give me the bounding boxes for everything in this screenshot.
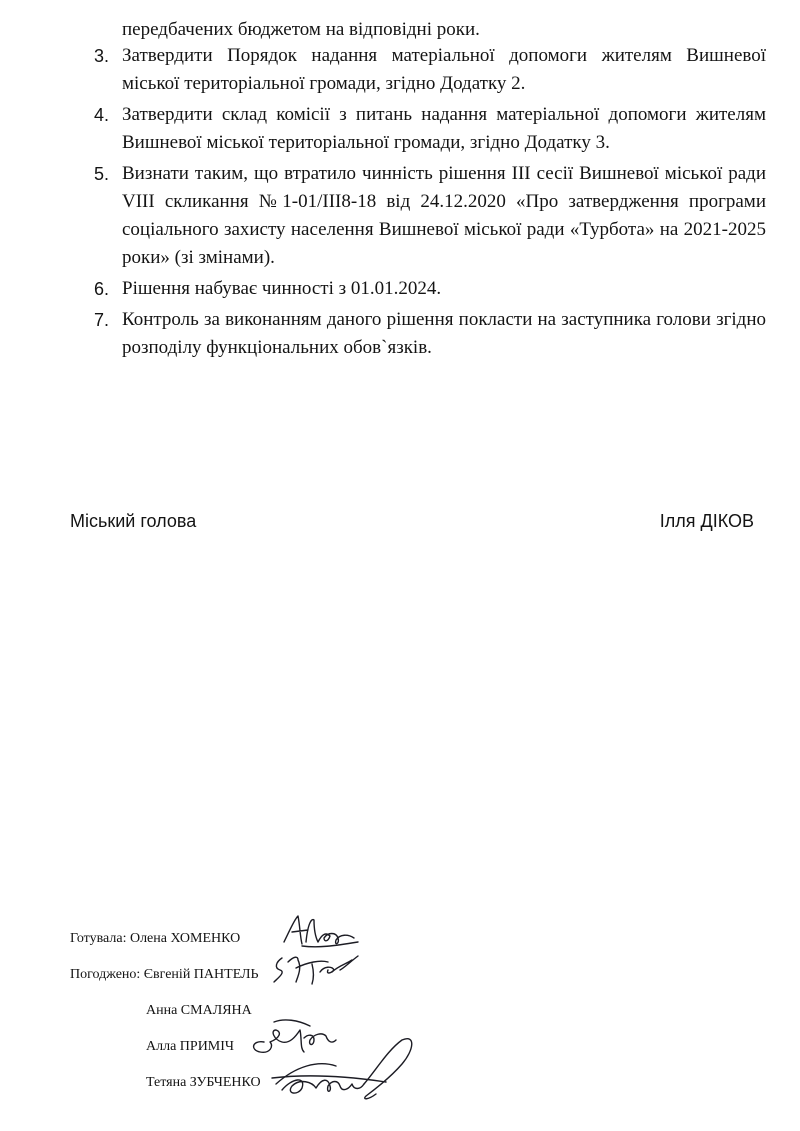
approver-prymich: Алла ПРИМІЧ <box>146 1039 235 1054</box>
continuation-line: передбачених бюджетом на відповідні роки. <box>122 19 480 40</box>
list-item <box>90 306 766 362</box>
list-item <box>90 160 766 272</box>
item-number: 7. <box>94 310 110 330</box>
item-text: Затвердити склад комісії з питань надання матеріальної допомоги жителям Вишневої міської територіальної громади, згідно Додатку 3. <box>122 104 766 153</box>
list-item <box>90 101 766 157</box>
signature-pantel <box>268 948 364 988</box>
list-item <box>90 42 766 98</box>
agreed-pantel: Погоджено: Євгеній ПАНТЕЛЬ <box>70 967 259 982</box>
mayor-position: Міський голова <box>70 511 197 531</box>
item-text: Визнати таким, що втратило чинність рішення ІІІ сесії Вишневої міської ради VIII скликання №1-01/ІІІ8-18 від 24.12.2020 «Про затвердження програми соціального захисту населення Вишневої міської ради «Турбота» на 2021-2025 роки» (зі змінами). <box>122 163 766 268</box>
signature-zubchenko <box>266 1030 422 1108</box>
item-text: Затвердити Порядок надання матеріальної допомоги жителям Вишневої міської територіальної громади, згідно Додатку 2. <box>122 45 766 94</box>
approver-smaliana: Анна СМАЛЯНА <box>146 1003 252 1018</box>
item-text: Контроль за виконанням даного рішення покласти на заступника голови згідно розподілу функціональних обов`язків. <box>122 309 766 358</box>
item-number: 5. <box>94 164 110 184</box>
prepared-by: Готувала: Олена ХОМЕНКО <box>70 931 241 946</box>
item-text: Рішення набуває чинності з 01.01.2024. <box>122 278 442 299</box>
item-number: 3. <box>94 46 110 66</box>
approver-zubchenko: Тетяна ЗУБЧЕНКО <box>146 1075 261 1090</box>
item-number: 6. <box>94 279 110 299</box>
mayor-name: Ілля ДІКОВ <box>659 511 754 531</box>
item-number: 4. <box>94 105 110 125</box>
decision-list <box>90 42 766 362</box>
list-item <box>90 275 766 303</box>
